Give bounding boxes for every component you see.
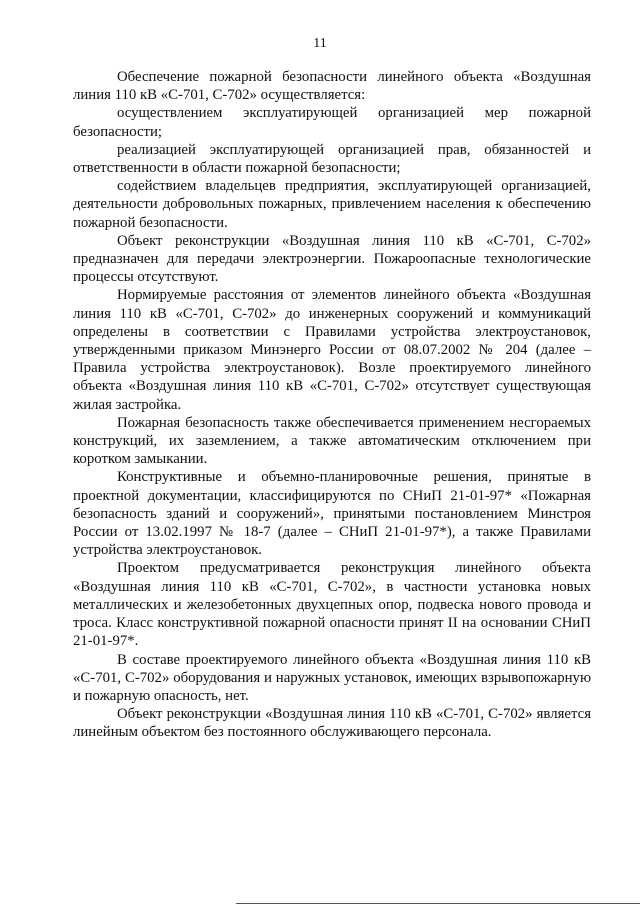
paragraph-distances: Нормируемые расстояния от элементов линейного объекта «Воздушная линия 110 кВ «С-701, С-702» до инженерных сооружений и коммуникаций определены в соответствии с Правилами устройства электроустановок, утвержденными приказом Минэнерго России от 08.07.2002 № 204 (далее – Правила устройства электроустановок). Возле проектируемого линейного объекта «Воздушная линия 110 кВ «С-701, С-702» отсутствует существующая жилая застройка.: [73, 287, 591, 413]
bottom-edge-line: [236, 903, 640, 904]
paragraph-list-item-1: осуществлением эксплуатирующей организацией мер пожарной безопасности;: [73, 105, 591, 140]
document-body: [73, 68, 591, 742]
paragraph-intro: Обеспечение пожарной безопасности линейного объекта «Воздушная линия 110 кВ «С-701, С-702» осуществляется:: [73, 69, 591, 104]
paragraph-personnel: Объект реконструкции «Воздушная линия 110 кВ «С-701, С-702» является линейным объектом без постоянного обслуживающего персонала.: [73, 706, 591, 741]
paragraph-equipment: В составе проектируемого линейного объекта «Воздушная линия 110 кВ «С-701, С-702» оборудования и наружных установок, имеющих взрывопожарную и пожарную опасность, нет.: [73, 651, 591, 704]
paragraph-list-item-3: содействием владельцев предприятия, эксплуатирующей организацией, деятельности добровольных пожарных, привлечением населения к обеспечению пожарной безопасности.: [73, 178, 591, 231]
paragraph-reconstruction: Проектом предусматривается реконструкция линейного объекта «Воздушная линия 110 кВ «С-701, С-702», в частности установка новых металлических и железобетонных двухцепных опор, подвеска нового провода и троса. Класс конструктивной пожарной опасности принят II на основании СНиП 21-01-97*.: [73, 560, 591, 650]
paragraph-purpose: Объект реконструкции «Воздушная линия 110 кВ «С-701, С-702» предназначен для передачи электроэнергии. Пожароопасные технологические процессы отсутствуют.: [73, 232, 591, 286]
paragraph-fire-safety: Пожарная безопасность также обеспечивается применением несгораемых конструкций, их заземлением, а также автоматическим отключением при коротком замыкании.: [73, 414, 591, 468]
page-number: 11: [313, 36, 327, 51]
paragraph-constructive-solutions: Конструктивные и объемно-планировочные решения, принятые в проектной документации, классифицируются по СНиП 21-01-97* «Пожарная безопасность зданий и сооружений», принятыми постановлением Минстроя России от 13.02.1997 № 18-7 (далее – СНиП 21-01-97*), а также Правилами устройства электроустановок.: [73, 469, 591, 559]
paragraph-list-item-2: реализацией эксплуатирующей организацией прав, обязанностей и ответственности в области пожарной безопасности;: [73, 141, 591, 177]
